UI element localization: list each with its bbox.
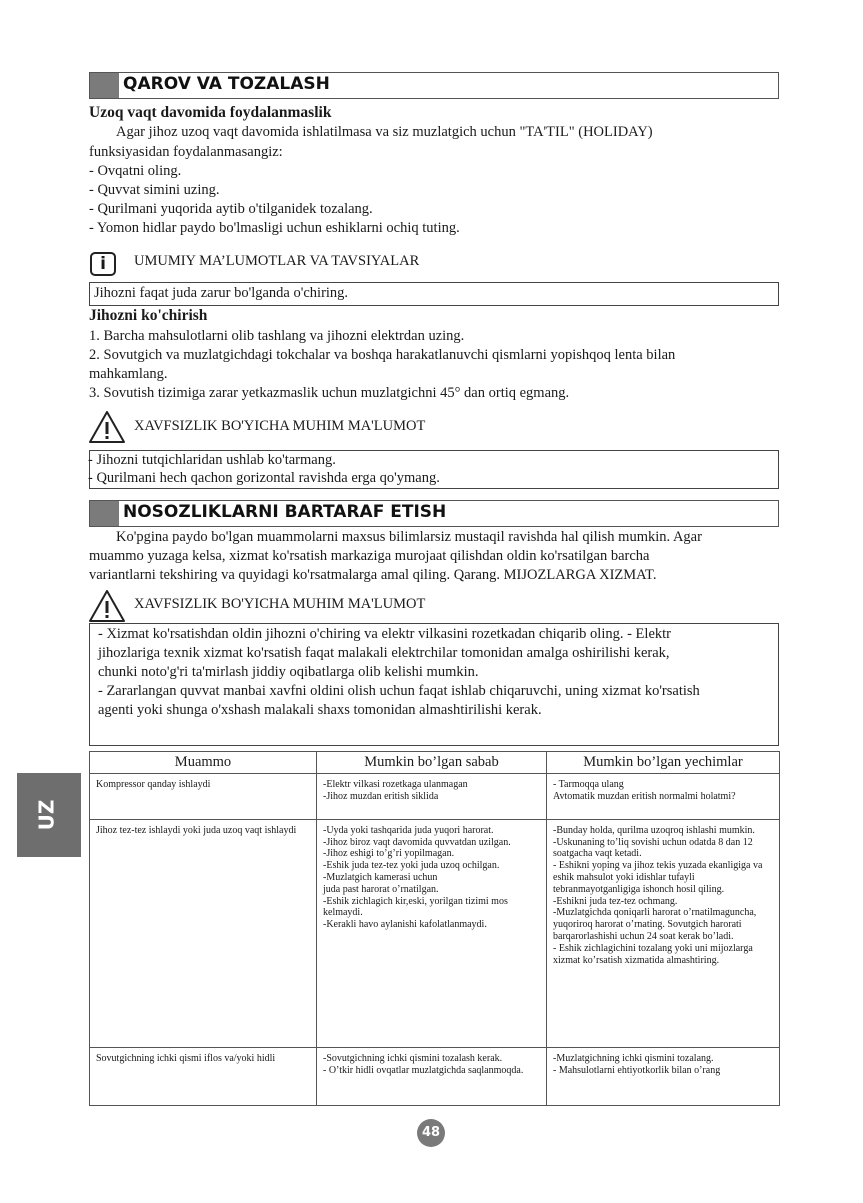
trouble-intro-line: Ko'pgina paydo bo'lgan muammolarni maxsus bilimlarsiz mustaqil ravishda hal qilish mumkin. Agar — [116, 529, 702, 545]
section-header-troubleshooting — [89, 500, 779, 527]
language-tab-label: UZ — [34, 799, 59, 831]
warning-line: chunki noto'g'ri ta'mirlash jiddiy oqibatlarga olib kelishi mumkin. — [98, 664, 479, 680]
problem-cell: Jihoz tez-tez ishlaydi yoki juda uzoq vaqt ishlaydi — [90, 819, 317, 1047]
warning-line: - Jihozni tutqichlaridan ushlab ko'tarmang. — [88, 452, 336, 468]
solution-cell: -Bunday holda, qurilma uzoqroq ishlashi mumkin. -Uskunaning to’liq sovishi uchun odatda 8 dan 12 soatgacha vaqt ketadi. - Eshikni yoping va jihoz tekis yuzada ekanligiga va eshik mahsulot yoki idishlar tufayli tebranmayotganligiga ishonch hosil qiling. -Eshikni juda tez-tez ochmang. -Muzlatgichda qoniqarli harorat o’rnatilmaguncha, yuqoriroq harorat o’rnating. Sovutgich harorati barqarorlashishi uchun 24 soat kerak bo’ladi. - Eshik zichlagichini tozalang yoki uni mijozlarga xizmat ko’rsatish xizmatida almashtiring. — [547, 819, 780, 1047]
warning-title: XAVFSIZLIK BO'YICHA MUHIM MA'LUMOT — [134, 418, 426, 434]
warning-line: agenti yoki shunga o'xshash malakali shaxs tomonidan almashtirilishi kerak. — [98, 702, 542, 718]
troubleshooting-table — [89, 751, 780, 1106]
warning-title: XAVFSIZLIK BO'YICHA MUHIM MA'LUMOT — [134, 596, 426, 612]
moving-heading: Jihozni ko'chirish — [89, 307, 208, 324]
trouble-intro-line: muammo yuzaga kelsa, xizmat ko'rsatish markaziga murojaat qilishdan oldin ko'rsatilgan barcha — [89, 548, 650, 564]
section-title: QAROV VA TOZALASH — [123, 74, 330, 94]
cause-cell: -Sovutgichning ichki qismini tozalash kerak. - O’tkir hidli ovqatlar muzlatgichda saqlanmoqda. — [317, 1047, 547, 1105]
trouble-intro-line: variantlarni tekshiring va quyidagi ko'rsatmalarga amal qiling. Qarang. MIJOZLARGA XIZMAT. — [89, 567, 657, 583]
info-notice-title: UMUMIY MA’LUMOTLAR VA TAVSIYALAR — [134, 253, 420, 269]
solution-cell: -Muzlatgichning ichki qismini tozalang. - Mahsulotlarni ehtiyotkorlik bilan o’rang — [547, 1047, 780, 1105]
info-icon: i — [90, 252, 116, 276]
holiday-intro-1: Agar jihoz uzoq vaqt davomida ishlatilmasa va siz muzlatgich uchun "TA'TIL" (HOLIDAY) — [116, 124, 653, 140]
holiday-step: - Qurilmani yuqorida aytib o'tilganidek tozalang. — [89, 201, 373, 217]
warning-box — [89, 450, 779, 489]
cause-cell: -Uyda yoki tashqarida juda yuqori harorat. -Jihoz biroz vaqt davomida quvvatdan uzilgan. -Jihoz eshigi to’g’ri yopilmagan. -Eshik juda tez-tez yoki juda uzoq ochilgan. -Muzlatgich kamerasi uchun juda past harorat o’rnatilgan. -Eshik zichlagich kir,eski, yorilgan tizimi mos kelmaydi. -Kerakli havo aylanishi kafolatlanmaydi. — [317, 819, 547, 1047]
warning-box — [89, 623, 779, 746]
section-title: NOSOZLIKLARNI BARTARAF ETISH — [123, 502, 447, 522]
header-bar — [90, 73, 119, 98]
problem-cell: Kompressor qanday ishlaydi — [90, 773, 317, 819]
language-tab — [17, 773, 81, 857]
warning-line: - Zararlangan quvvat manbai xavfni oldini olish uchun faqat ishlab chiqaruvchi, uning xizmat ko'rsatish — [98, 683, 700, 699]
moving-line: 1. Barcha mahsulotlarni olib tashlang va jihozni elektrdan uzing. — [89, 328, 465, 344]
header-bar — [90, 501, 119, 526]
table-header-row — [90, 752, 780, 774]
column-header: Mumkin bo’lgan yechimlar — [547, 752, 780, 774]
info-notice-text: Jihozni faqat juda zarur bo'lganda o'chiring. — [94, 285, 349, 301]
warning-line: - Xizmat ko'rsatishdan oldin jihozni o'chiring va elektr vilkasini rozetkadan chiqarib oling. - Elektr — [98, 626, 671, 642]
warning-line: - Qurilmani hech qachon gorizontal ravishda erga qo'ymang. — [88, 470, 440, 486]
section-header-care — [89, 72, 779, 99]
info-notice-box — [89, 282, 779, 306]
table-row — [90, 1047, 780, 1105]
table-row — [90, 819, 780, 1047]
column-header: Muammo — [90, 752, 317, 774]
holiday-step: - Quvvat simini uzing. — [89, 182, 220, 198]
cause-cell: -Elektr vilkasi rozetkaga ulanmagan -Jihoz muzdan eritish siklida — [317, 773, 547, 819]
holiday-step: - Yomon hidlar paydo bo'lmasligi uchun eshiklarni ochiq tuting. — [89, 220, 460, 236]
page-number: 48 — [417, 1119, 445, 1147]
table-row — [90, 773, 780, 819]
holiday-intro-2: funksiyasidan foydalanmasangiz: — [89, 144, 283, 160]
problem-cell: Sovutgichning ichki qismi iflos va/yoki hidli — [90, 1047, 317, 1105]
moving-line: mahkamlang. — [89, 366, 168, 382]
warning-icon — [88, 410, 126, 444]
moving-line: 3. Sovutish tizimiga zarar yetkazmaslik uchun muzlatgichni 45° dan ortiq egmang. — [89, 385, 570, 401]
holiday-step: - Ovqatni oling. — [89, 163, 182, 179]
solution-cell: - Tarmoqqa ulang Avtomatik muzdan eritish normalmi holatmi? — [547, 773, 780, 819]
warning-line: jihozlariga texnik xizmat ko'rsatish faqat malakali elektrchilar tomonidan amalga oshirilishi kerak, — [98, 645, 670, 661]
moving-line: 2. Sovutgich va muzlatgichdagi tokchalar va boshqa harakatlanuvchi qismlarni yopishqoq lenta bilan — [89, 347, 676, 363]
column-header: Mumkin bo’lgan sabab — [317, 752, 547, 774]
holiday-heading: Uzoq vaqt davomida foydalanmaslik — [89, 104, 332, 121]
warning-icon — [88, 589, 126, 623]
